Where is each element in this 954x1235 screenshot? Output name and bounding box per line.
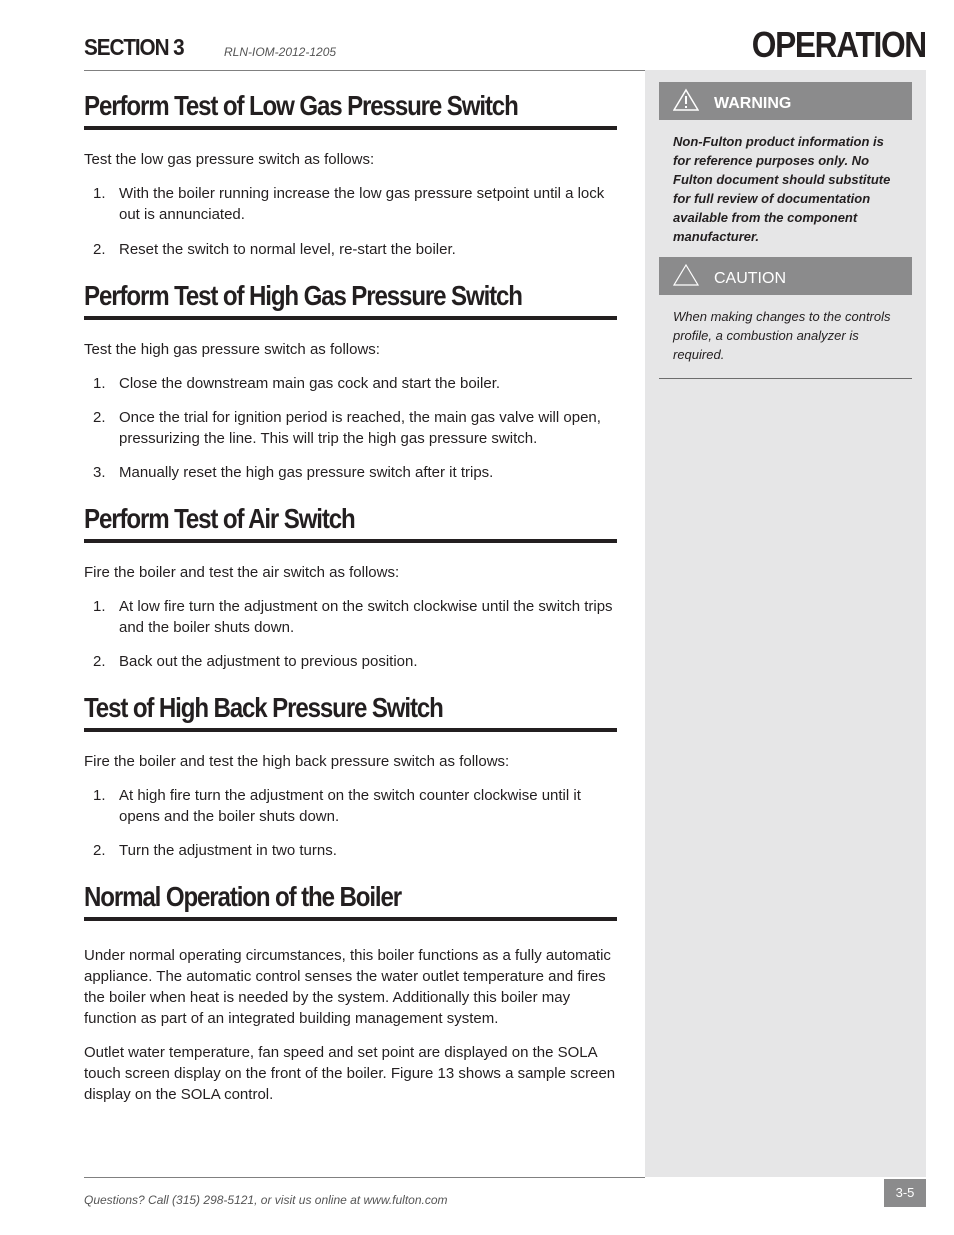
section-heading: Normal Operation of the Boiler xyxy=(84,881,617,921)
section-normal-operation xyxy=(84,881,617,1105)
caution-label: CAUTION xyxy=(714,270,786,287)
step-item: 2. Back out the adjustment to previous position. xyxy=(93,653,418,670)
warning-box xyxy=(659,82,912,261)
footer-contact: Questions? Call (315) 298-5121, or visit us online at www.fulton.com xyxy=(84,1193,448,1207)
section-back-pressure xyxy=(84,692,617,861)
step-list xyxy=(84,373,617,483)
step-list xyxy=(84,785,617,861)
warning-icon xyxy=(673,88,699,112)
section-air-switch xyxy=(84,503,617,672)
section-intro: Fire the boiler and test the high back pressure switch as follows: xyxy=(84,753,510,770)
section-heading: Perform Test of Low Gas Pressure Switch xyxy=(84,90,617,130)
section-intro: Test the low gas pressure switch as follows: xyxy=(84,151,375,168)
section-intro: Test the high gas pressure switch as follows: xyxy=(84,341,380,358)
section-low-gas xyxy=(84,90,617,260)
footer-divider xyxy=(84,1177,645,1178)
section-heading: Perform Test of High Gas Pressure Switch xyxy=(84,280,617,320)
caution-text: When making changes to the controls profile, a combustion analyzer is required. xyxy=(673,309,891,362)
caution-box xyxy=(659,257,912,379)
step-list xyxy=(84,183,617,260)
section-label: SECTION 3 xyxy=(84,34,184,60)
step-item: 1. Close the downstream main gas cock and start the boiler. xyxy=(93,375,501,392)
page-header xyxy=(84,26,926,71)
warning-header xyxy=(659,82,912,120)
main-content xyxy=(84,90,617,1105)
caution-icon xyxy=(673,263,699,287)
body-paragraph: Under normal operating circumstances, this boiler functions as a fully automatic appliance. The automatic control senses the water outlet temperature and fires the boiler when heat is needed by the system. Additionally this boiler may function as part of an integrated building management system. xyxy=(84,947,611,1027)
section-intro: Fire the boiler and test the air switch as follows: xyxy=(84,564,400,581)
caution-header xyxy=(659,257,912,295)
step-item: 2. Reset the switch to normal level, re-start the boiler. xyxy=(93,241,456,258)
step-item: 1. At low fire turn the adjustment on the switch clockwise until the switch trips and the boiler shuts down. xyxy=(93,598,613,636)
section-heading: Test of High Back Pressure Switch xyxy=(84,692,617,732)
warning-text: Non-Fulton product information is for reference purposes only. No Fulton document should substitute for full review of documentation available from the component manufacturer. xyxy=(673,134,891,244)
step-item: 1. At high fire turn the adjustment on the switch counter clockwise until it opens and the boiler shuts down. xyxy=(93,787,581,825)
step-item: 3. Manually reset the high gas pressure switch after it trips. xyxy=(93,464,494,481)
step-item: 2. Turn the adjustment in two turns. xyxy=(93,842,337,859)
sidebar xyxy=(645,70,926,1177)
warning-label: WARNING xyxy=(714,95,792,112)
document-id: RLN-IOM-2012-1205 xyxy=(224,45,337,59)
step-item: 2. Once the trial for ignition period is reached, the main gas valve will open, pressurizing the line. This will trip the high gas pressure switch. xyxy=(93,409,601,447)
body-paragraph: Outlet water temperature, fan speed and set point are displayed on the SOLA touch screen display on the front of the boiler. Figure 13 shows a sample screen display on the SOLA control. xyxy=(84,1044,616,1103)
page-title: OPERATION xyxy=(751,24,926,65)
section-high-gas xyxy=(84,280,617,483)
step-list xyxy=(84,596,617,672)
page-number: 3-5 xyxy=(884,1179,926,1207)
step-item: 1. With the boiler running increase the low gas pressure setpoint until a lock out is annunciated. xyxy=(93,185,605,223)
section-heading: Perform Test of Air Switch xyxy=(84,503,617,543)
caution-divider xyxy=(659,378,912,379)
